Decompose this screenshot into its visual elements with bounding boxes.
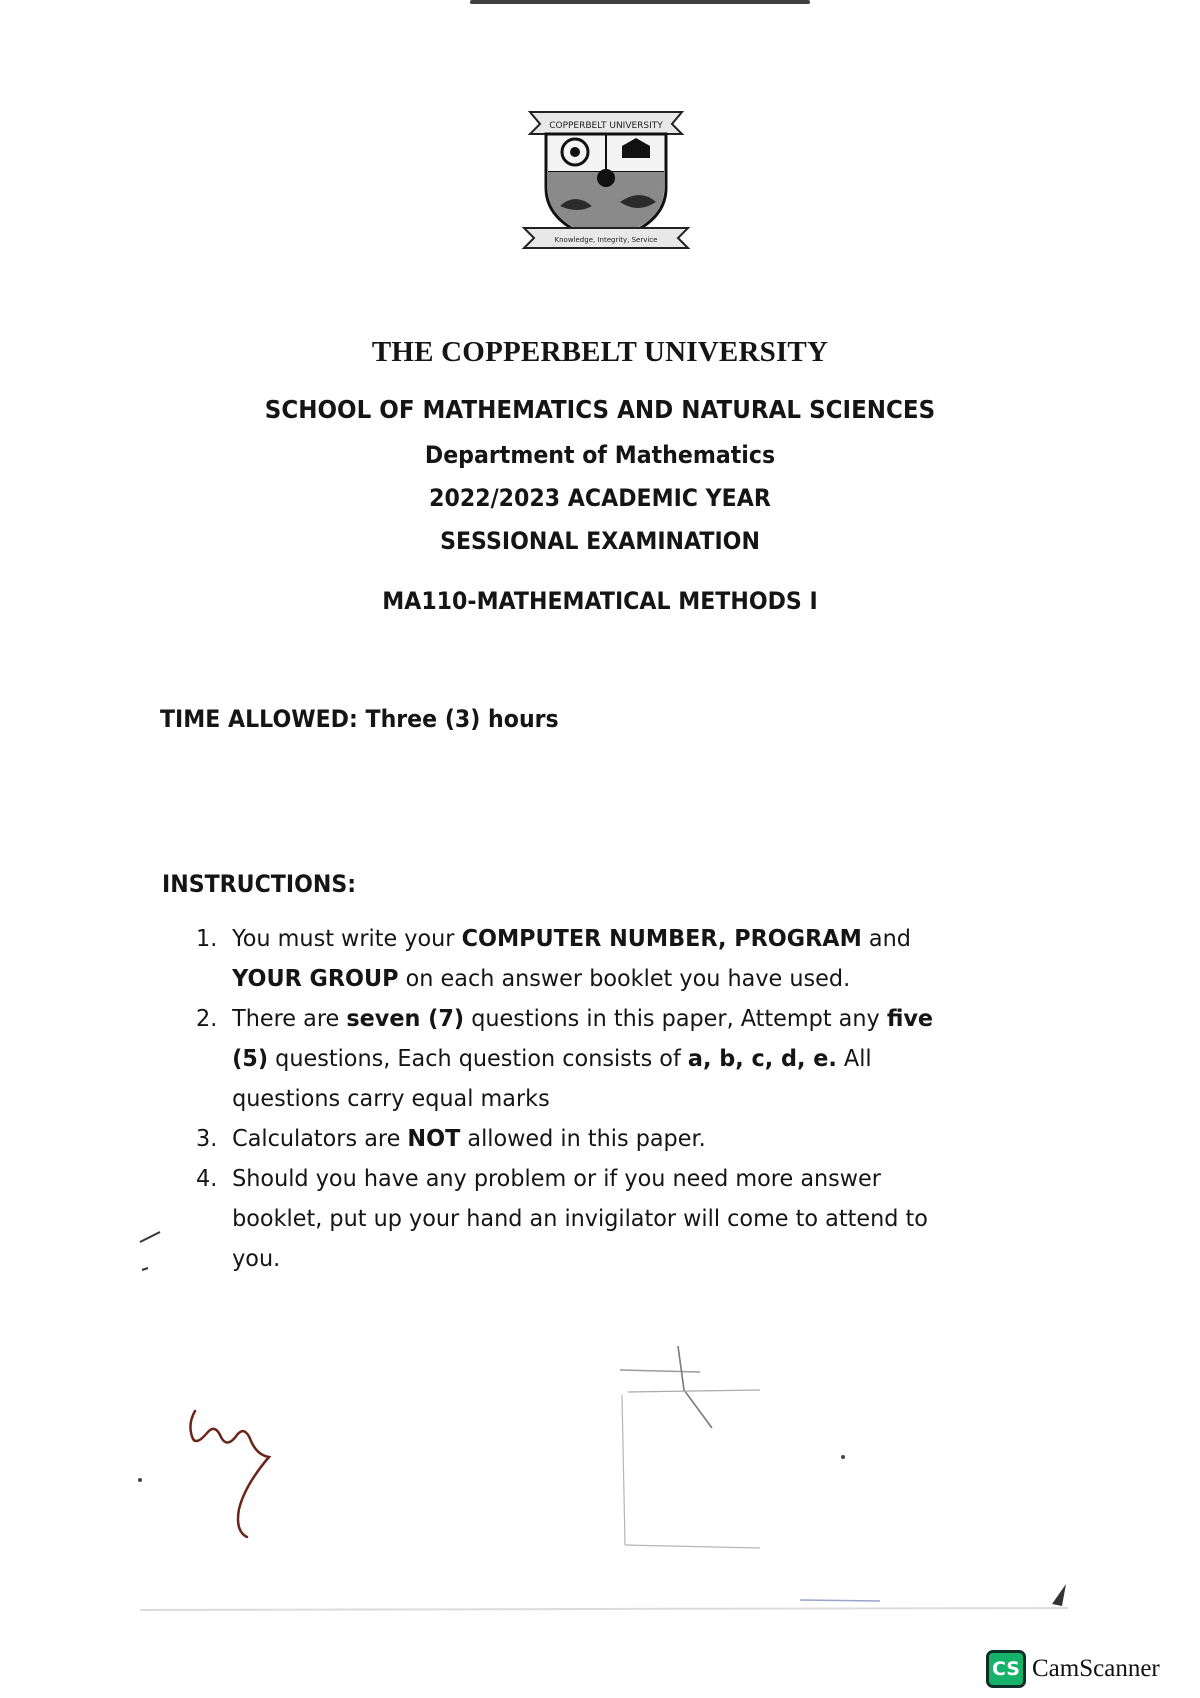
svg-text:Knowledge, Integrity, Service: Knowledge, Integrity, Service — [554, 236, 658, 244]
instruction-text: You must write your — [232, 924, 462, 952]
instruction-text: questions in this paper, Attempt any — [464, 1004, 887, 1032]
instruction-emphasis: seven (7) — [346, 1004, 465, 1032]
handwritten-signature — [185, 1405, 295, 1545]
instruction-emphasis: COMPUTER NUMBER, PROGRAM — [461, 924, 862, 952]
instruction-emphasis: a, b, c, d, e. — [687, 1044, 837, 1072]
camscanner-label: CamScanner — [1032, 1655, 1160, 1682]
camscanner-logo-icon: CS — [986, 1650, 1026, 1688]
instruction-emphasis: YOUR GROUP — [232, 964, 399, 992]
course-title: MA110-MATHEMATICAL METHODS I — [382, 587, 818, 615]
instructions-heading: INSTRUCTIONS: — [162, 870, 357, 898]
camscanner-watermark — [986, 1650, 1160, 1688]
instruction-emphasis: five (5) — [232, 1004, 934, 1072]
instruction-text: and — [861, 924, 911, 952]
instruction-number: 4. — [196, 1164, 218, 1192]
instruction-text: Should you have any problem or if you need more answer booklet, put up your hand an invigilator will come to attend to you. — [232, 1164, 928, 1272]
university-title: THE COPPERBELT UNIVERSITY — [371, 336, 829, 368]
instruction-text: questions, Each question consists of — [268, 1044, 688, 1072]
department-name: Department of Mathematics — [424, 441, 776, 469]
instruction-emphasis: NOT — [407, 1124, 461, 1152]
instruction-number: 3. — [196, 1124, 218, 1152]
instruction-number: 1. — [196, 924, 218, 952]
school-name: SCHOOL OF MATHEMATICS AND NATURAL SCIENCES — [264, 395, 936, 424]
instruction-text: All questions carry equal marks — [232, 1044, 872, 1112]
time-allowed: TIME ALLOWED: Three (3) hours — [160, 705, 559, 733]
academic-year: 2022/2023 ACADEMIC YEAR — [429, 484, 771, 512]
instruction-text: There are — [232, 1004, 347, 1032]
instruction-text: Calculators are — [232, 1124, 408, 1152]
instruction-text: allowed in this paper. — [460, 1124, 706, 1152]
svg-text:COPPERBELT UNIVERSITY: COPPERBELT UNIVERSITY — [549, 121, 663, 131]
instruction-number: 2. — [196, 1004, 218, 1032]
instruction-text: on each answer booklet you have used. — [398, 964, 851, 992]
exam-type: SESSIONAL EXAMINATION — [440, 527, 760, 555]
